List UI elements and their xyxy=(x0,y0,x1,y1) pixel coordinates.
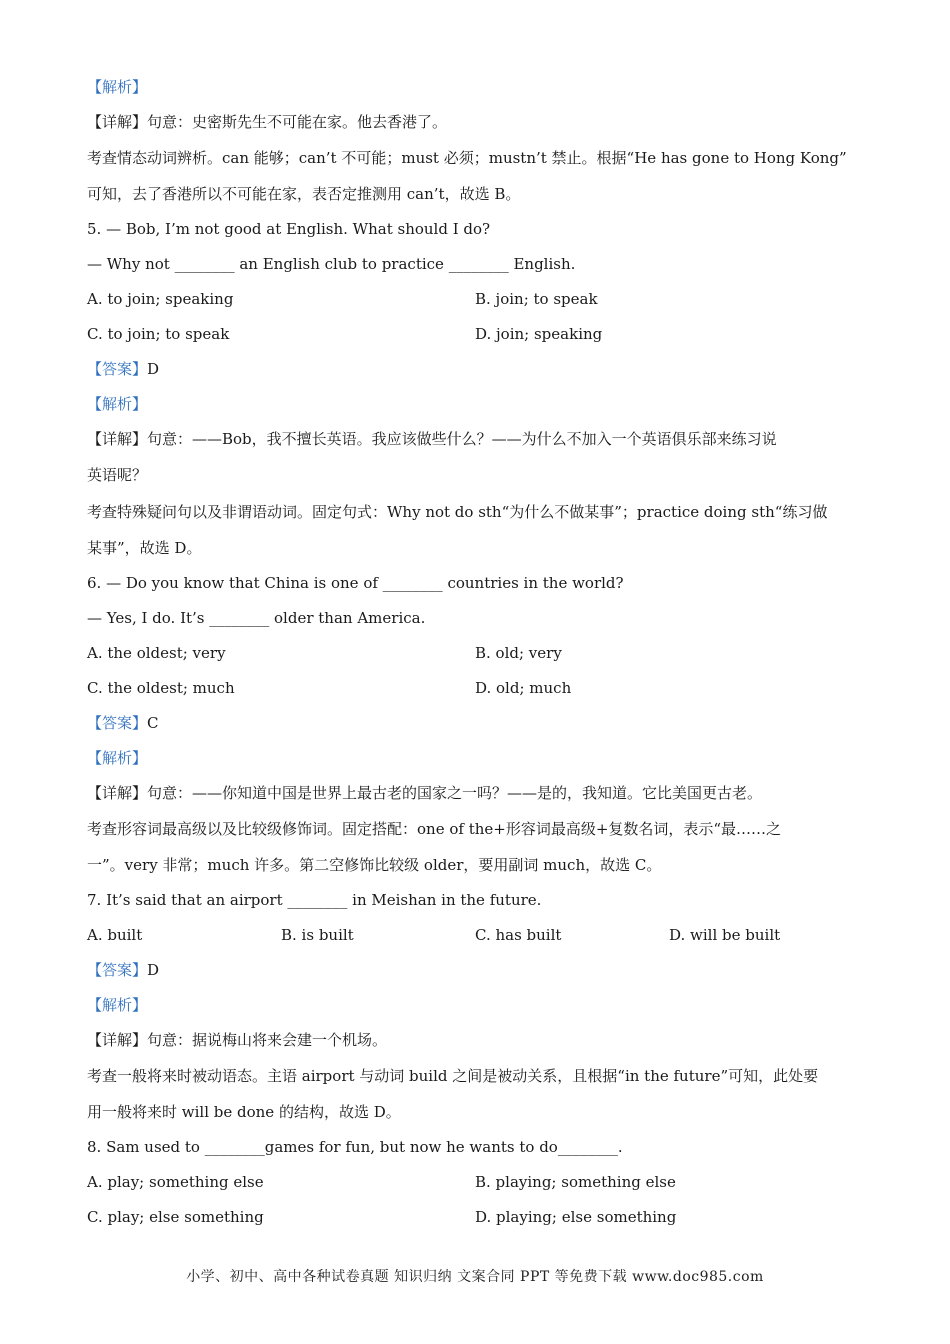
analysis-text: 考查一般将来时被动语态。主语 airport 与动词 build 之间是被动关系，且根据“in the future”可知，此处要 xyxy=(87,1067,819,1085)
question-stem: 6. — Do you know that China is one of ________ countries in the world? xyxy=(87,574,624,592)
option-row xyxy=(87,636,867,671)
analysis-text: 考查特殊疑问句以及非谓语动词。固定句式：Why not do sth“为什么不做某事”；practice doing sth“练习做 xyxy=(87,503,828,521)
option-b: B. playing; something else xyxy=(475,1173,676,1191)
option-d: D. playing; else something xyxy=(475,1208,677,1226)
option-d: D. will be built xyxy=(669,926,781,944)
option-b: B. is built xyxy=(281,926,354,944)
detail-text: 【详解】句意：据说梅山将来会建一个机场。 xyxy=(87,1031,388,1049)
option-b: B. old; very xyxy=(475,644,562,662)
analysis-text: 考查情态动词辨析。can 能够；can’t 不可能；must 必须；mustn’t 禁止。根据“He has gone to Hong Kong” xyxy=(87,149,847,167)
option-a: A. built xyxy=(87,926,143,944)
question-stem: — Yes, I do. It’s ________ older than America. xyxy=(87,609,426,627)
answer-value: D xyxy=(147,360,160,378)
option-d: D. old; much xyxy=(475,679,572,697)
analysis-text: 一”。very 非常；much 许多。第二空修饰比较级 older，要用副词 much，故选 C。 xyxy=(87,856,662,874)
analysis-label: 【解析】 xyxy=(87,395,148,413)
option-row xyxy=(87,1200,867,1235)
answer-line xyxy=(87,352,867,387)
answer-value: C xyxy=(147,714,159,732)
option-b: B. join; to speak xyxy=(475,290,598,308)
option-row xyxy=(87,317,867,352)
analysis-label: 【解析】 xyxy=(87,996,148,1014)
document-page xyxy=(87,70,867,1235)
option-row xyxy=(87,671,867,706)
detail-text: 【详解】句意：——你知道中国是世界上最古老的国家之一吗？——是的，我知道。它比美国更古老。 xyxy=(87,784,763,802)
analysis-text: 某事”，故选 D。 xyxy=(87,539,202,557)
option-a: A. to join; speaking xyxy=(87,290,234,308)
answer-line xyxy=(87,953,867,988)
option-d: D. join; speaking xyxy=(475,325,603,343)
analysis-label: 【解析】 xyxy=(87,78,148,96)
analysis-label: 【解析】 xyxy=(87,749,148,767)
answer-line xyxy=(87,706,867,741)
option-row xyxy=(87,1165,867,1200)
option-c: C. to join; to speak xyxy=(87,325,230,343)
page-footer: 小学、初中、高中各种试卷真题 知识归纳 文案合同 PPT 等免费下载 www.doc985.com xyxy=(186,1269,764,1285)
detail-text: 英语呢？ xyxy=(87,466,148,484)
answer-label: 【答案】 xyxy=(87,360,148,378)
option-c: C. play; else something xyxy=(87,1208,264,1226)
option-c: C. has built xyxy=(475,926,562,944)
option-a: A. the oldest; very xyxy=(87,644,226,662)
answer-value: D xyxy=(147,961,160,979)
question-stem: 8. Sam used to ________games for fun, but now he wants to do________. xyxy=(87,1138,623,1156)
question-stem: — Why not ________ an English club to practice ________ English. xyxy=(87,255,576,273)
analysis-text: 用一般将来时 will be done 的结构，故选 D。 xyxy=(87,1103,401,1121)
question-stem: 7. It’s said that an airport ________ in Meishan in the future. xyxy=(87,891,542,909)
option-c: C. the oldest; much xyxy=(87,679,235,697)
analysis-text: 可知，去了香港所以不可能在家，表否定推测用 can’t，故选 B。 xyxy=(87,185,521,203)
detail-text: 【详解】句意：史密斯先生不可能在家。他去香港了。 xyxy=(87,113,448,131)
analysis-text: 考查形容词最高级以及比较级修饰词。固定搭配：one of the+形容词最高级+复数名词，表示“最……之 xyxy=(87,820,782,838)
option-row xyxy=(87,282,867,317)
answer-label: 【答案】 xyxy=(87,961,148,979)
answer-label: 【答案】 xyxy=(87,714,148,732)
detail-text: 【详解】句意：——Bob，我不擅长英语。我应该做些什么？——为什么不加入一个英语俱乐部来练习说 xyxy=(87,430,777,448)
question-stem: 5. — Bob, I’m not good at English. What should I do? xyxy=(87,220,491,238)
option-row xyxy=(87,918,867,953)
option-a: A. play; something else xyxy=(87,1173,264,1191)
